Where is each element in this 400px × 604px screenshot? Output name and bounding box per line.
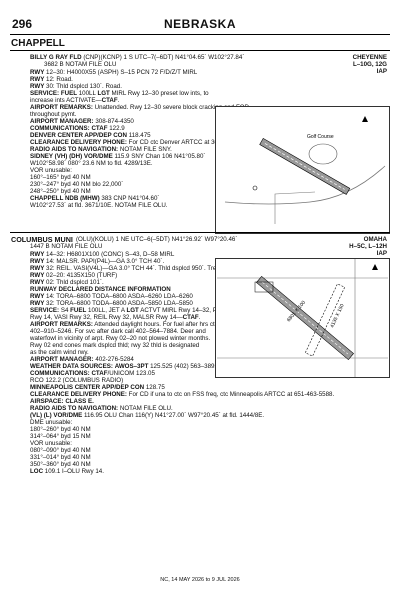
info-line: RWY 02–20: 4135X150 (TURF) <box>30 272 118 279</box>
chart-name-2: OMAHA <box>363 236 387 243</box>
page-number: 296 <box>12 17 33 31</box>
chart-codes-2: H–5C, L–12H <box>349 243 387 250</box>
info-line: WEATHER DATA SOURCES: AWOS–3PT 125.525 (402) 563–3895. <box>30 363 220 370</box>
info-line: throughout pymt. <box>30 111 77 118</box>
info-line: AIRPORT MANAGER: 402-276-5284 <box>30 356 134 363</box>
info-line: RWY 02: Thld dsplcd 101´. <box>30 279 104 286</box>
info-line: RWY 14: MALSR. PAPI(P4L)—GA 3.0° TCH 40´. <box>30 258 165 265</box>
state-title: NEBRASKA <box>163 17 236 31</box>
info-line: RWY 12: Road. <box>30 76 73 83</box>
info-line: RWY 30: Thld dsplcd 130´. Road. <box>30 83 122 90</box>
info-line: RWY 14–32: H6801X100 (CONC) S–43, D–58 MIRL <box>30 251 175 258</box>
info-line: AIRPORT MANAGER: 308-874-4350 <box>30 118 134 125</box>
chart-iap: IAP <box>376 68 387 75</box>
info-line: RWY 32: REIL. VASI(V4L)—GA 3.0° TCH 44´. Thld dsplcd 950´. Tree. <box>30 265 222 272</box>
info-line: COMMUNICATIONS: CTAF/UNICOM 123.05 <box>30 370 155 377</box>
city-rule-2 <box>10 232 390 233</box>
info-line: 080°–090° byd 40 NM <box>30 447 91 454</box>
runway-02-20-label: 4135 X 150 <box>329 303 346 329</box>
info-line: DENVER CENTER APP/DEP CON 118.475 <box>30 132 151 139</box>
info-line: COMMUNICATIONS: CTAF 122.9 <box>30 125 125 132</box>
info-line: SERVICE: S4 FUEL 100LL, JET A LGT ACTVT MIRL Rwy 14–32, PAPI <box>30 307 227 314</box>
info-line: CLEARANCE DELIVERY PHONE: For CD ctc Denver ARTCC at 303-651-4257. <box>30 139 252 146</box>
header-rule <box>10 34 390 35</box>
info-line: AIRPORT REMARKS: Attended daylight hours. For fuel after hrs ctc <box>30 321 218 328</box>
info-line: 314°–064° byd 15 NM <box>30 433 91 440</box>
info-line: LOC 109.1 I–OLU Rwy 14. <box>30 468 104 475</box>
airport-diagram-chappell <box>215 106 390 234</box>
chart-name: CHEYENNE <box>352 54 387 61</box>
info-line: 180°–260° byd 40 NM <box>30 426 91 433</box>
info-line: as the calm wind rwy. <box>30 349 89 356</box>
info-line: RWY 32: TORA–6800 TODA–6800 ASDA–5850 LDA–5850 <box>30 300 193 307</box>
info-line: VOR unusable: <box>30 440 72 447</box>
info-line: (VL) (L) VOR/DME 116.95 OLU Chan 116(Y) N41°27.00´ W97°20.45´ at fld. 1444/8E. <box>30 412 265 419</box>
city-rule <box>10 50 390 51</box>
info-line: DME unusable: <box>30 419 73 426</box>
info-line: RWY 14: TORA–6800 TODA–6800 ASDA–6260 LDA–6260 <box>30 293 193 300</box>
airport-elev-line-2: 1447 B NOTAM FILE OLU <box>30 243 103 250</box>
info-line: RADIO AIDS TO NAVIGATION: NOTAM FILE OLU. <box>30 405 173 412</box>
info-line: 350°–360° byd 40 NM <box>30 461 91 468</box>
info-line: Rwy 14, VASI Rwy 32, REIL Rwy 32, MALSR Rwy 14—CTAF. <box>30 314 201 321</box>
info-line: AIRPORT REMARKS: Unattended. Rwy 12–30 severe block cracking and FOD <box>30 104 250 111</box>
ndb-symbol <box>253 186 257 190</box>
info-line: increase ints ACTIVATE—CTAF. <box>30 97 120 104</box>
airport-name-2: COLUMBUS MUNI <box>11 235 73 244</box>
info-line: 160°–165° byd 40 NM <box>30 174 91 181</box>
info-line: 248°–250° byd 40 NM <box>30 188 91 195</box>
info-line: RCO 122.2 (COLUMBUS RADIO) <box>30 377 124 384</box>
info-line: W102°27.53´ at fld. 3671/10E. NOTAM FILE OLU. <box>30 202 168 209</box>
runway-14-32-label: 6801 X 100 <box>285 299 307 324</box>
runway-12-30 <box>260 138 350 194</box>
info-line: CLEARANCE DELIVERY PHONE: For CD if una to ctc on FSS freq, ctc Minneapolis ARTCC at 651-463-5588. <box>30 391 335 398</box>
info-line: RADIO AIDS TO NAVIGATION: NOTAM FILE SNY. <box>30 146 172 153</box>
airport-name: BILLY G RAY FLD <box>30 54 82 61</box>
info-line: CHAPPELL NDB (MHW) 383 CNP N41°04.60´ <box>30 195 160 202</box>
airport-elev-line: 3682 B NOTAM FILE OLU <box>44 61 117 68</box>
info-line: SIDNEY (VH) (DH) VOR/DME 115.9 SNY Chan 106 N41°05.80´ <box>30 153 206 160</box>
golf-course-label: Golf Course <box>307 134 334 140</box>
golf-course-outline <box>309 144 337 164</box>
info-line: 230°–247° byd 40 NM blo 22,000´ <box>30 181 124 188</box>
info-line: SERVICE: FUEL 100LL LGT MIRL Rwy 12–30 preset low ints, to <box>30 90 209 97</box>
info-line: W102°58.98´ 080° 23.6 NM to fld. 4289/13E. <box>30 160 153 167</box>
airport-ids: (CNP)(KCNP) 1 S UTC–7(–6DT) N41°04.65´ W102°27.84´ <box>83 54 245 61</box>
road-line <box>225 166 385 204</box>
chart-iap-2: IAP <box>376 250 387 257</box>
north-arrow-2 <box>372 264 378 270</box>
north-arrow <box>362 116 368 122</box>
airport-diagram-columbus <box>215 258 390 378</box>
info-line: MINNEAPOLIS CENTER APP/DEP CON 128.75 <box>30 384 165 391</box>
info-line: RWY 12–30: H4000X55 (ASPH) S–15 PCN 72 F/D/Z/T MIRL <box>30 69 198 76</box>
info-line: RUNWAY DECLARED DISTANCE INFORMATION <box>30 286 171 293</box>
info-line: VOR unusable: <box>30 167 72 174</box>
diagram-frame <box>216 107 390 234</box>
footer-effective-dates: NC, 14 MAY 2026 to 9 JUL 2026 <box>160 577 240 583</box>
info-line: AIRSPACE: CLASS E. <box>30 398 94 405</box>
chart-codes: L–10G, 12G <box>352 61 387 68</box>
info-line: Rwy 02 end cones mark dsplcd thld; rwy 32 thld is designated <box>30 342 200 349</box>
access-road <box>275 192 315 224</box>
info-line: 402–910–5246. For svc after dark call 402–564–7884. Deer and <box>30 328 206 335</box>
city-heading-chappell: CHAPPELL <box>11 38 65 49</box>
airport-ids-2: (OLU)(KOLU) 1 NE UTC–6(–5DT) N41°26.92´ W97°20.46´ <box>76 236 238 243</box>
info-line: waterfowl in vicinity of arpt. Rwy 02–20 not plowed winter months. <box>30 335 211 342</box>
info-line: 331°–014° byd 40 NM <box>30 454 91 461</box>
